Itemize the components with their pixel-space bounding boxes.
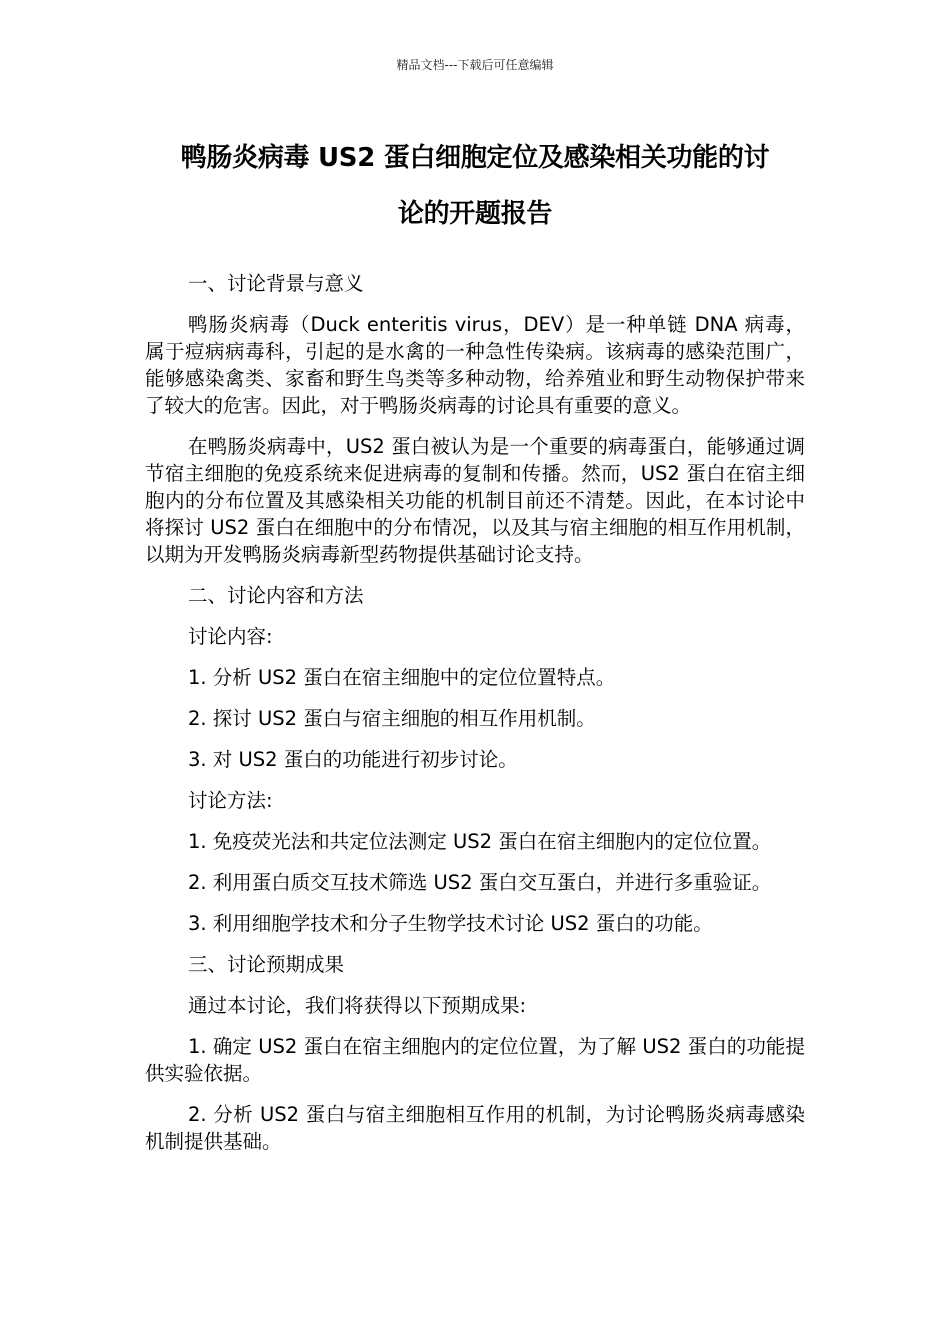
list-item-method-1: 1. 免疫荧光法和共定位法测定 US2 蛋白在宿主细胞内的定位位置。 xyxy=(188,830,772,853)
paragraph-us2-role: 在鸭肠炎病毒中，US2 蛋白被认为是一个重要的病毒蛋白，能够通过调节宿主细胞的免疫系统来促进病毒的复制和传播。然而，US2 蛋白在宿主细胞内的分布位置及其感染相关功能的机制目前还不清楚。因此，在本讨论中将探讨 US2 蛋白在细胞中的分布情况，以及其与宿主细胞的相互作用机制，以期为开发鸭肠炎病毒新型药物提供基础讨论支持。 xyxy=(145,435,805,566)
list-item-content-2: 2. 探讨 US2 蛋白与宿主细胞的相互作用机制。 xyxy=(188,707,596,730)
title-line-1: 鸭肠炎病毒 US2 蛋白细胞定位及感染相关功能的讨 xyxy=(180,143,770,173)
list-item-content-1: 1. 分析 US2 蛋白在宿主细胞中的定位位置特点。 xyxy=(188,666,616,689)
subheading-content: 讨论内容: xyxy=(188,625,273,648)
list-item-method-3: 3. 利用细胞学技术和分子生物学技术讨论 US2 蛋白的功能。 xyxy=(188,912,713,935)
list-item-result-1: 1. 确定 US2 蛋白在宿主细胞内的定位位置，为了解 US2 蛋白的功能提供实验依据。 xyxy=(145,1035,805,1085)
page-header: 精品文档---下载后可任意编辑 xyxy=(396,58,554,72)
paragraph-results-intro: 通过本讨论，我们将获得以下预期成果: xyxy=(188,994,527,1017)
paragraph-dev-intro: 鸭肠炎病毒（Duck enteritis virus，DEV）是一种单链 DNA 病毒，属于痘病病毒科，引起的是水禽的一种急性传染病。该病毒的感染范围广，能够感染禽类、家畜和野生鸟类等多种动物，给养殖业和野生动物保护带来了较大的危害。因此，对于鸭肠炎病毒的讨论具有重要的意义。 xyxy=(145,313,805,417)
subheading-methods: 讨论方法: xyxy=(188,789,273,812)
title-line-2: 论的开题报告 xyxy=(397,199,553,229)
section-heading-expected-results: 三、讨论预期成果 xyxy=(188,953,345,976)
list-item-method-2: 2. 利用蛋白质交互技术筛选 US2 蛋白交互蛋白，并进行多重验证。 xyxy=(188,871,772,894)
section-heading-background: 一、讨论背景与意义 xyxy=(188,272,364,295)
document-body xyxy=(145,270,805,1169)
document-title xyxy=(145,130,805,242)
section-heading-content-methods: 二、讨论内容和方法 xyxy=(188,584,364,607)
list-item-result-2: 2. 分析 US2 蛋白与宿主细胞相互作用的机制，为讨论鸭肠炎病毒感染机制提供基础。 xyxy=(145,1103,805,1153)
list-item-content-3: 3. 对 US2 蛋白的功能进行初步讨论。 xyxy=(188,748,518,771)
